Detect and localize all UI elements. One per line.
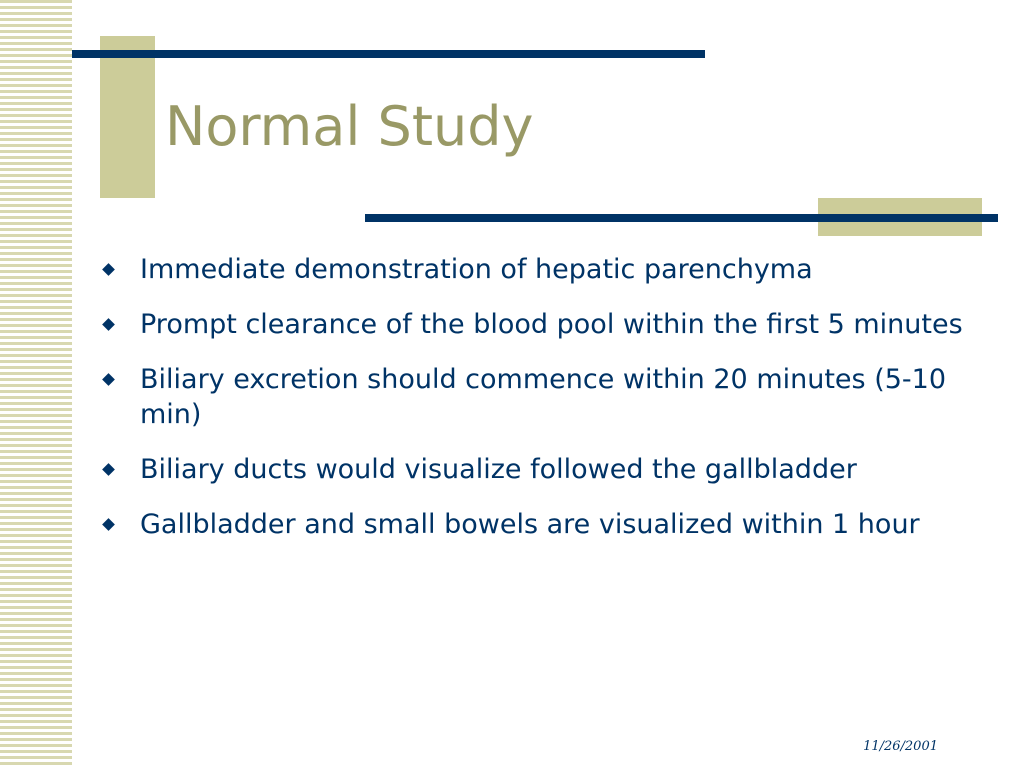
bullet-item [102, 252, 972, 287]
diamond-bullet-icon [102, 518, 115, 531]
bullet-item [102, 362, 972, 432]
bullet-item [102, 507, 972, 542]
diamond-bullet-icon [102, 318, 115, 331]
slide-title: Normal Study [165, 95, 534, 158]
bullet-text: Prompt clearance of the blood pool within the first 5 minutes [140, 309, 963, 340]
bullet-item [102, 452, 972, 487]
diamond-bullet-icon [102, 263, 115, 276]
bullet-item [102, 307, 972, 342]
bullet-text: Biliary excretion should commence within 20 minutes (5-10 min) [140, 364, 947, 430]
bullet-text: Gallbladder and small bowels are visualized within 1 hour [140, 509, 920, 540]
left-striped-border [0, 0, 72, 768]
diamond-bullet-icon [102, 373, 115, 386]
bullet-text: Immediate demonstration of hepatic parenchyma [140, 254, 813, 285]
title-accent-block [100, 36, 155, 198]
bullet-list [102, 252, 972, 562]
diamond-bullet-icon [102, 463, 115, 476]
bullet-text: Biliary ducts would visualize followed the gallbladder [140, 454, 857, 485]
top-rule [72, 50, 705, 58]
bottom-rule [365, 214, 998, 222]
slide-date: 11/26/2001 [863, 739, 938, 754]
